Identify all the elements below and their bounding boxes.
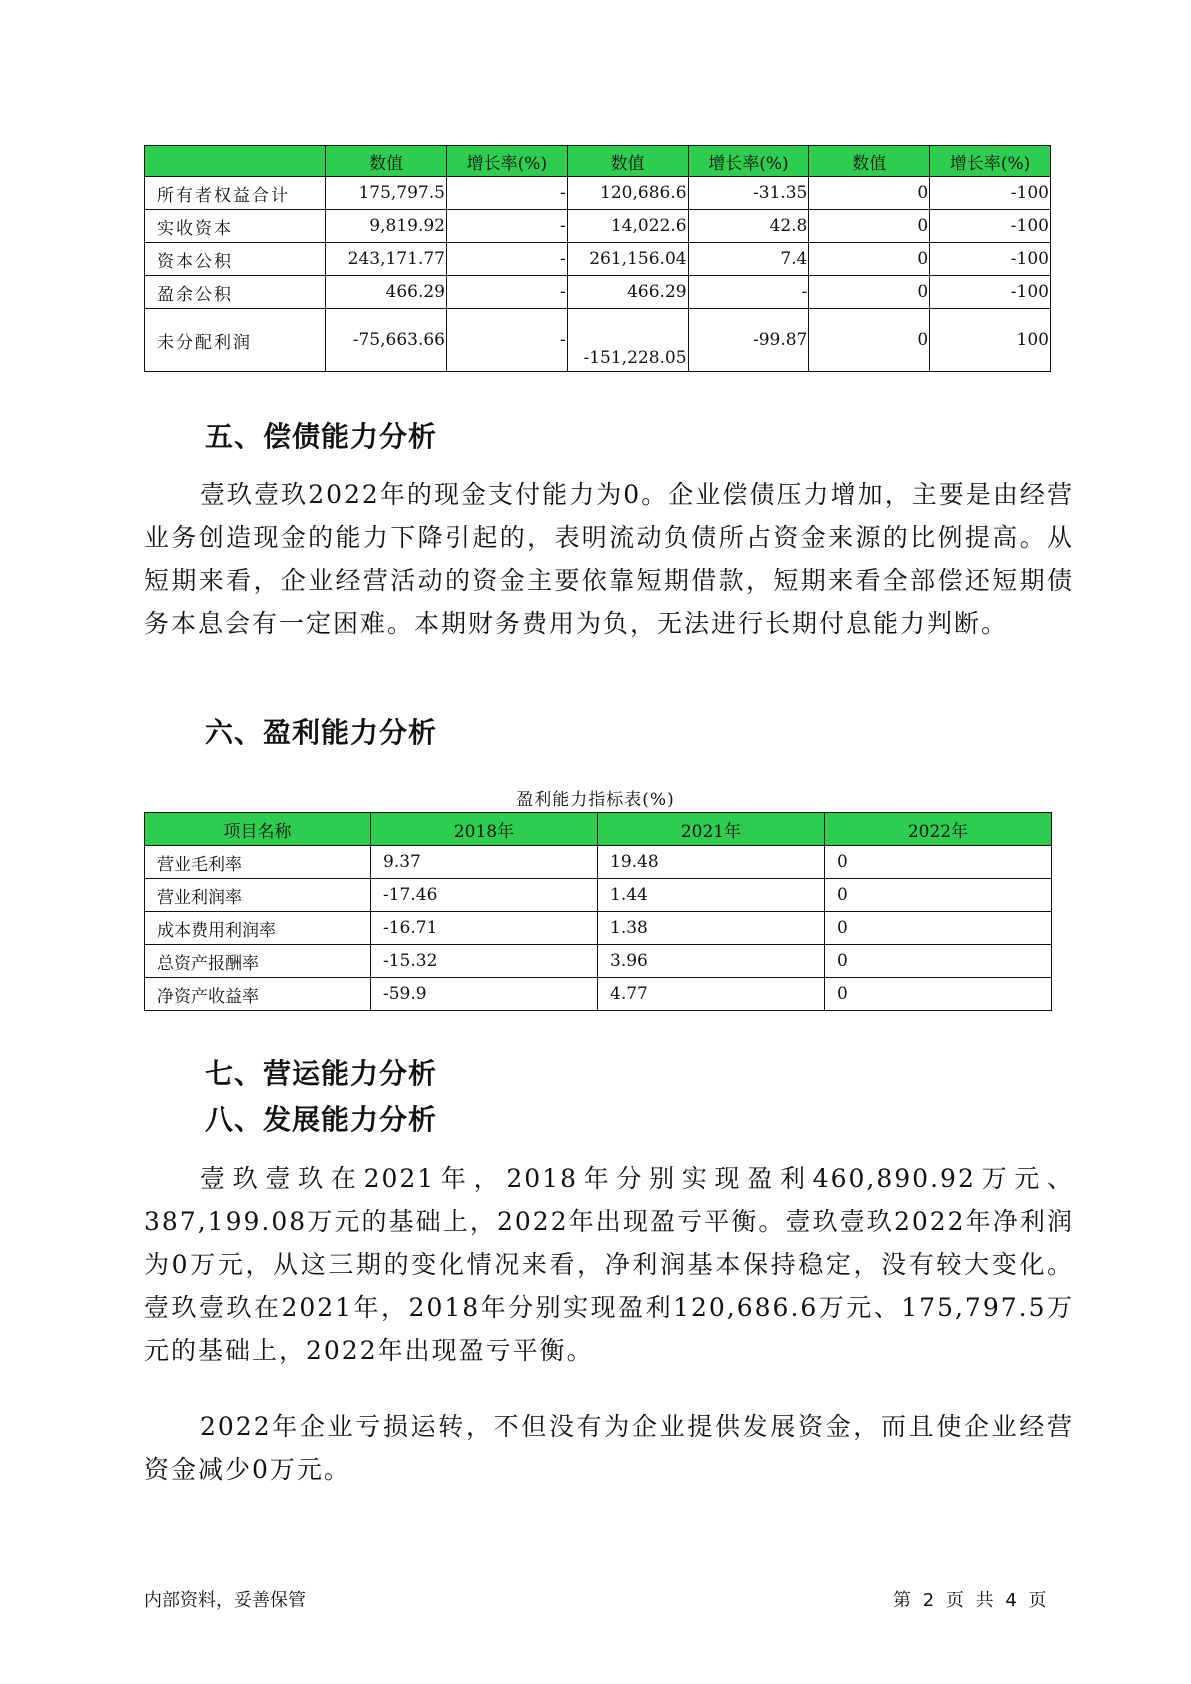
table-cell: - [688, 276, 809, 309]
header-cell: 增长率(%) [446, 146, 567, 177]
table-cell: 14,022.6 [567, 210, 688, 243]
table-cell: 0 [825, 846, 1052, 879]
development-paragraph-1: 壹玖壹玖在2021年，2018年分别实现盈利460,890.92万元、387,199.08万元的基础上，2022年出现盈亏平衡。壹玖壹玖2022年净利润为0万元，从这三期的变化情况来看，净利润基本保持稳定，没有较大变化。壹玖壹玖在2021年，2018年分别实现盈利120,686.6万元、175,797.5万元的基础上，2022年出现盈亏平衡。 [144, 1164, 1074, 1365]
row-label: 所有者权益合计 [145, 177, 326, 210]
table-cell: -100 [930, 276, 1051, 309]
table-cell: 0 [809, 177, 930, 210]
table-cell: 175,797.5 [326, 177, 447, 210]
table-cell: - [446, 276, 567, 309]
table-cell: 0 [825, 978, 1052, 1011]
header-cell: 2018年 [371, 813, 598, 846]
table-cell: 261,156.04 [567, 243, 688, 276]
table-cell: 0 [809, 210, 930, 243]
table-cell: -100 [930, 243, 1051, 276]
table-cell: 466.29 [326, 276, 447, 309]
table-cell: 243,171.77 [326, 243, 447, 276]
header-cell: 增长率(%) [688, 146, 809, 177]
table-cell: - [446, 210, 567, 243]
header-cell: 增长率(%) [930, 146, 1051, 177]
table-cell: -31.35 [688, 177, 809, 210]
table-row [145, 276, 1051, 309]
table-cell: 7.4 [688, 243, 809, 276]
table-cell: -16.71 [371, 912, 598, 945]
table-cell: 100 [930, 309, 1051, 372]
row-label: 净资产收益率 [145, 978, 371, 1011]
table-cell: 1.38 [598, 912, 825, 945]
table-cell: -100 [930, 177, 1051, 210]
table-row [145, 879, 1052, 912]
table-row [145, 177, 1051, 210]
row-label: 总资产报酬率 [145, 945, 371, 978]
table-header-row [145, 813, 1052, 846]
table-cell: 1.44 [598, 879, 825, 912]
table-cell: 0 [825, 879, 1052, 912]
section-heading-development: 八、发展能力分析 [205, 1103, 438, 1136]
row-label: 资本公积 [145, 243, 326, 276]
table-cell: 19.48 [598, 846, 825, 879]
table-cell: 120,686.6 [567, 177, 688, 210]
table-cell: 0 [825, 945, 1052, 978]
table-cell: 4.77 [598, 978, 825, 1011]
row-label: 盈余公积 [145, 276, 326, 309]
table-cell: -99.87 [688, 309, 809, 372]
table-cell: - [446, 309, 567, 372]
header-cell: 2022年 [825, 813, 1052, 846]
row-label: 未分配利润 [145, 309, 326, 372]
row-label: 实收资本 [145, 210, 326, 243]
footer-confidential-note: 内部资料，妥善保管 [144, 1590, 306, 1611]
table-cell: - [446, 177, 567, 210]
row-label: 营业毛利率 [145, 846, 371, 879]
table-cell: 9.37 [371, 846, 598, 879]
table-header-row [145, 146, 1051, 177]
page-number: 第 2 页 共 4 页 [893, 1590, 1047, 1611]
table-cell: 9,819.92 [326, 210, 447, 243]
header-cell: 数值 [567, 146, 688, 177]
header-cell: 2021年 [598, 813, 825, 846]
table-cell: -17.46 [371, 879, 598, 912]
table-cell: 0 [809, 243, 930, 276]
equity-table [144, 145, 1051, 372]
table-cell: 0 [809, 309, 930, 372]
table-row [145, 912, 1052, 945]
header-cell [145, 146, 326, 177]
table-row [145, 210, 1051, 243]
solvency-paragraph: 壹玖壹玖2022年的现金支付能力为0。企业偿债压力增加，主要是由经营业务创造现金的能力下降引起的，表明流动负债所占资金来源的比例提高。从短期来看，企业经营活动的资金主要依靠短期借款，短期来看全部偿还短期债务本息会有一定困难。本期财务费用为负，无法进行长期付息能力判断。 [144, 480, 1074, 638]
table-cell: 0 [825, 912, 1052, 945]
development-paragraph-2: 2022年企业亏损运转，不但没有为企业提供发展资金，而且使企业经营资金减少0万元。 [144, 1412, 1074, 1484]
table-cell: -59.9 [371, 978, 598, 1011]
profitability-table [144, 812, 1052, 1011]
header-cell: 项目名称 [145, 813, 371, 846]
table-caption: 盈利能力指标表(%) [516, 790, 675, 810]
row-label: 成本费用利润率 [145, 912, 371, 945]
table-cell: 0 [809, 276, 930, 309]
table-cell: 3.96 [598, 945, 825, 978]
section-heading-profitability: 六、盈利能力分析 [205, 716, 438, 749]
table-cell: 466.29 [567, 276, 688, 309]
row-label: 营业利润率 [145, 879, 371, 912]
table-cell: -75,663.66 [326, 309, 447, 372]
table-row [145, 846, 1052, 879]
table-cell: -151,228.05 [567, 309, 688, 372]
table-cell: -100 [930, 210, 1051, 243]
table-cell: 42.8 [688, 210, 809, 243]
table-cell: -15.32 [371, 945, 598, 978]
header-cell: 数值 [809, 146, 930, 177]
section-heading-operations: 七、营运能力分析 [205, 1057, 438, 1090]
table-cell: - [446, 243, 567, 276]
header-cell: 数值 [326, 146, 447, 177]
table-row [145, 978, 1052, 1011]
table-row [145, 945, 1052, 978]
section-heading-solvency: 五、偿债能力分析 [205, 420, 438, 453]
table-row [145, 309, 1051, 372]
table-row [145, 243, 1051, 276]
